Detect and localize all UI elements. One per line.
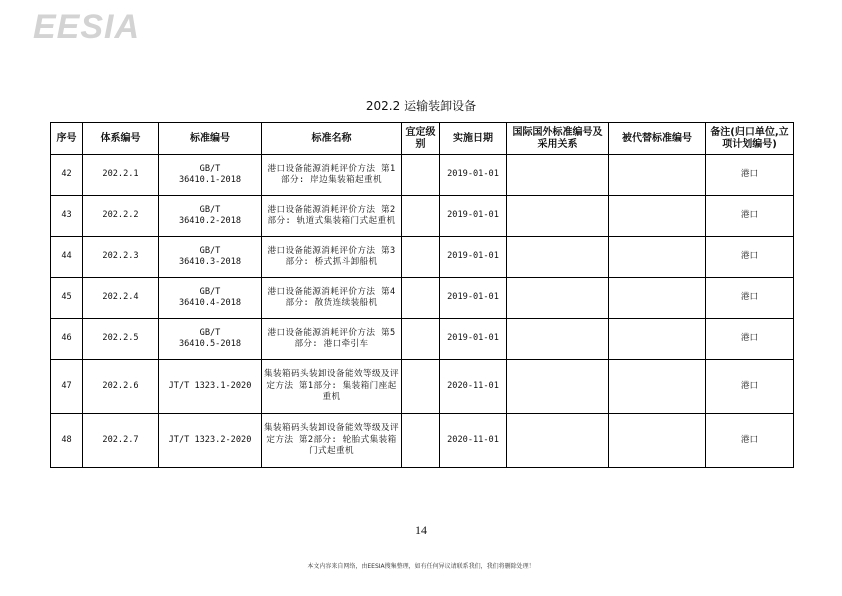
cell-level: [402, 319, 440, 360]
std-no-prefix: GB/T: [199, 204, 221, 215]
cell-std-no: [159, 155, 262, 196]
cell-intl: [507, 196, 609, 237]
cell-system-no: 202.2.2: [83, 196, 159, 237]
cell-intl: [507, 360, 609, 414]
table-header-row: [51, 123, 794, 155]
cell-date: 2019-01-01: [440, 196, 507, 237]
cell-std-no: [159, 414, 262, 468]
cell-replaced: [609, 278, 706, 319]
std-no-prefix: JT/T 1323.1-2020: [168, 380, 252, 391]
cell-level: [402, 414, 440, 468]
cell-level: [402, 360, 440, 414]
std-no-number: 36410.1-2018: [178, 175, 242, 185]
cell-seq: 44: [51, 237, 83, 278]
std-no-number: 36410.3-2018: [178, 257, 242, 267]
table-row: [51, 319, 794, 360]
cell-replaced: [609, 155, 706, 196]
std-no-prefix: JT/T 1323.2-2020: [168, 434, 252, 445]
page-number: 14: [415, 523, 427, 537]
cell-replaced: [609, 319, 706, 360]
cell-level: [402, 196, 440, 237]
cell-seq: 45: [51, 278, 83, 319]
cell-std-name: 集装箱码头装卸设备能效等级及评定方法 第2部分: 轮胎式集装箱门式起重机: [262, 414, 402, 468]
header-seq: 序号: [51, 123, 83, 155]
cell-std-name: 港口设备能源消耗评价方法 第3部分: 桥式抓斗卸船机: [262, 237, 402, 278]
std-no-number: 36410.2-2018: [178, 216, 242, 226]
cell-intl: [507, 278, 609, 319]
cell-system-no: 202.2.5: [83, 319, 159, 360]
cell-seq: 47: [51, 360, 83, 414]
header-std-name: 标准名称: [262, 123, 402, 155]
table-row: [51, 414, 794, 468]
header-system-no: 体系编号: [83, 123, 159, 155]
cell-std-no: [159, 360, 262, 414]
cell-remark: 港口: [706, 196, 794, 237]
cell-system-no: 202.2.7: [83, 414, 159, 468]
cell-std-name: 港口设备能源消耗评价方法 第5部分: 港口牵引车: [262, 319, 402, 360]
cell-date: 2020-11-01: [440, 360, 507, 414]
cell-level: [402, 237, 440, 278]
cell-remark: 港口: [706, 414, 794, 468]
cell-date: 2019-01-01: [440, 237, 507, 278]
header-std-no: 标准编号: [159, 123, 262, 155]
cell-replaced: [609, 196, 706, 237]
standards-table: [50, 122, 794, 468]
cell-intl: [507, 319, 609, 360]
cell-std-name: 集装箱码头装卸设备能效等级及评定方法 第1部分: 集装箱门座起重机: [262, 360, 402, 414]
table-row: [51, 278, 794, 319]
header-remark: 备注(归口单位,立项计划编号): [706, 123, 794, 155]
std-no-prefix: GB/T: [199, 245, 221, 256]
cell-seq: 46: [51, 319, 83, 360]
cell-date: 2019-01-01: [440, 278, 507, 319]
cell-replaced: [609, 414, 706, 468]
table-row: [51, 237, 794, 278]
cell-intl: [507, 237, 609, 278]
table-row: [51, 155, 794, 196]
cell-system-no: 202.2.4: [83, 278, 159, 319]
cell-system-no: 202.2.1: [83, 155, 159, 196]
cell-remark: 港口: [706, 155, 794, 196]
cell-date: 2019-01-01: [440, 155, 507, 196]
cell-replaced: [609, 360, 706, 414]
cell-date: 2019-01-01: [440, 319, 507, 360]
cell-remark: 港口: [706, 319, 794, 360]
std-no-prefix: GB/T: [199, 163, 221, 174]
cell-level: [402, 278, 440, 319]
header-replaced: 被代替标准编号: [609, 123, 706, 155]
cell-std-name: 港口设备能源消耗评价方法 第2部分: 轨道式集装箱门式起重机: [262, 196, 402, 237]
section-title: 202.2 运输装卸设备: [365, 99, 477, 113]
cell-system-no: 202.2.3: [83, 237, 159, 278]
table-row: [51, 196, 794, 237]
header-intl: 国际国外标准编号及采用关系: [507, 123, 609, 155]
cell-remark: 港口: [706, 278, 794, 319]
cell-date: 2020-11-01: [440, 414, 507, 468]
cell-std-no: [159, 319, 262, 360]
cell-std-no: [159, 278, 262, 319]
cell-std-no: [159, 237, 262, 278]
footer-disclaimer: 本文内容来自网络，由EESIA搜集整理，如有任何异议请联系我们，我们将删除处理！: [307, 563, 535, 570]
header-level: 宜定级别: [402, 123, 440, 155]
table-row: [51, 360, 794, 414]
std-no-prefix: GB/T: [199, 286, 221, 297]
cell-seq: 48: [51, 414, 83, 468]
std-no-prefix: GB/T: [199, 327, 221, 338]
cell-remark: 港口: [706, 360, 794, 414]
cell-remark: 港口: [706, 237, 794, 278]
cell-std-no: [159, 196, 262, 237]
eesia-logo: EESIA: [33, 8, 141, 46]
std-no-number: 36410.5-2018: [178, 339, 242, 349]
cell-seq: 43: [51, 196, 83, 237]
cell-seq: 42: [51, 155, 83, 196]
cell-std-name: 港口设备能源消耗评价方法 第1部分: 岸边集装箱起重机: [262, 155, 402, 196]
header-date: 实施日期: [440, 123, 507, 155]
cell-level: [402, 155, 440, 196]
cell-intl: [507, 414, 609, 468]
cell-intl: [507, 155, 609, 196]
cell-system-no: 202.2.6: [83, 360, 159, 414]
std-no-number: 36410.4-2018: [178, 298, 242, 308]
cell-replaced: [609, 237, 706, 278]
cell-std-name: 港口设备能源消耗评价方法 第4部分: 散货连续装船机: [262, 278, 402, 319]
